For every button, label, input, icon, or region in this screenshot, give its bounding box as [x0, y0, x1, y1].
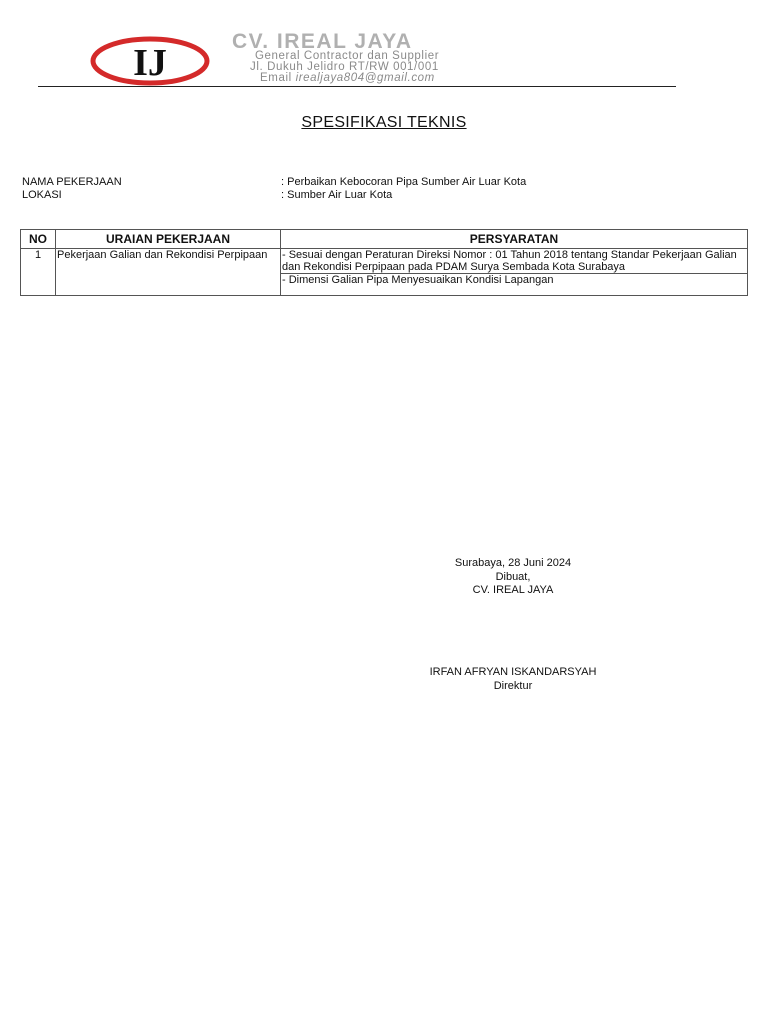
company-name: CV. IREAL JAYA [232, 30, 413, 53]
signatory-position: Direktur [493, 679, 533, 692]
signature-block [390, 557, 636, 598]
row-requirement-1: - Sesuai dengan Peraturan Direksi Nomor : 01 Tahun 2018 tentang Standar Pekerjaan Galian dan Rekondisi Perpipaan pada PDAM Surya Sembada Kota Surabaya [281, 249, 748, 274]
table-row [21, 249, 748, 274]
signatory-name: IRFAN AFRYAN ISKANDARSYAH [429, 666, 597, 678]
company-address: Jl. Dukuh Jelidro RT/RW 001/001 [250, 61, 439, 73]
location-value: : Sumber Air Luar Kota [281, 189, 393, 201]
header-no: NO [21, 230, 56, 249]
logo-emblem [90, 36, 210, 86]
row-number: 1 [21, 249, 56, 296]
table-header-row [21, 230, 748, 249]
row-uraian: Pekerjaan Galian dan Rekondisi Perpipaan [56, 249, 281, 296]
job-name-value: : Perbaikan Kebocoran Pipa Sumber Air Luar Kota [281, 176, 527, 188]
header-divider [38, 86, 676, 87]
row-requirement-2: - Dimensi Galian Pipa Menyesuaikan Kondisi Lapangan [281, 274, 748, 296]
job-name-label: NAMA PEKERJAAN [22, 176, 122, 188]
header-persyaratan: PERSYARATAN [281, 230, 748, 249]
company-tagline: General Contractor dan Supplier [255, 50, 440, 62]
logo-letters: IJ [133, 42, 167, 84]
made-by: Dibuat, [495, 570, 531, 583]
specification-table [20, 229, 748, 296]
email-label: Email [260, 72, 292, 84]
location-label: LOKASI [22, 189, 62, 201]
place-date: Surabaya, 28 Juni 2024 [454, 557, 572, 569]
signature-company: CV. IREAL JAYA [472, 584, 554, 596]
company-email-line [260, 72, 435, 84]
document-title: SPESIFIKASI TEKNIS [301, 114, 467, 131]
letterhead [0, 0, 768, 100]
header-uraian: URAIAN PEKERJAAN [56, 230, 281, 249]
company-logo [90, 36, 210, 86]
company-email[interactable]: irealjaya804@gmail.com [295, 72, 435, 84]
signatory [390, 666, 636, 693]
